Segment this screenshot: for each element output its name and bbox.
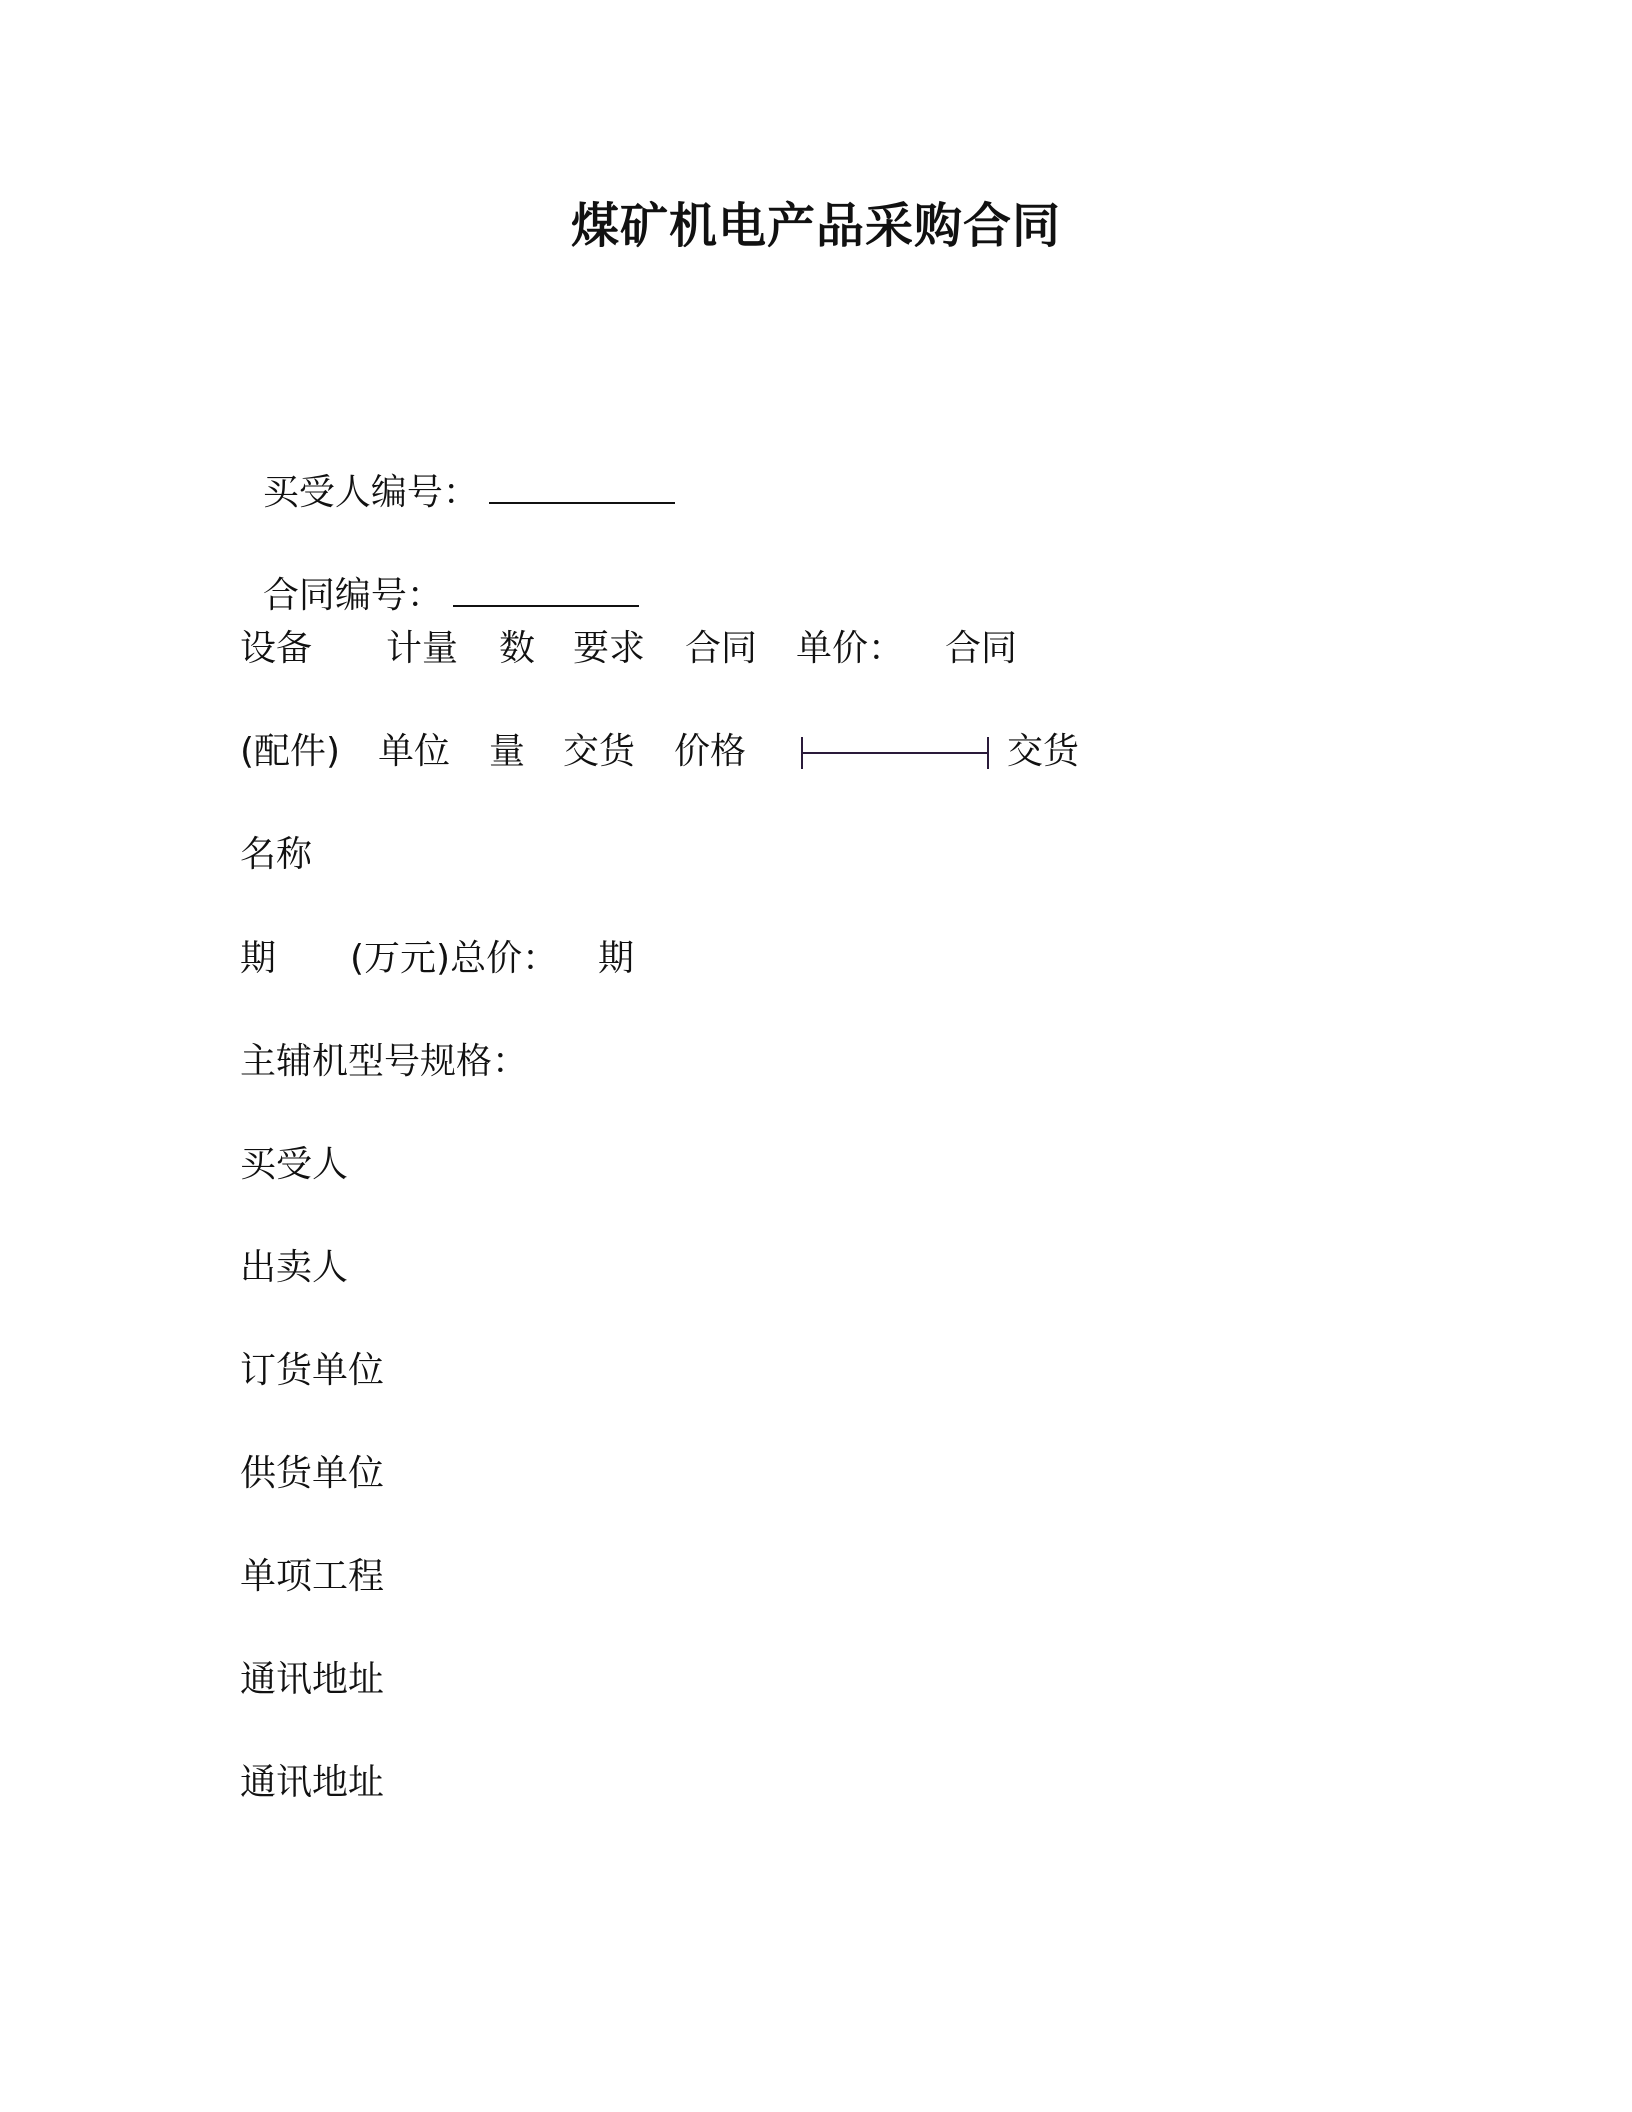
- contract-number-label: 合同编号：: [262, 575, 443, 616]
- buyer-number-label: 买受人编号：: [262, 472, 479, 513]
- seller-label: 出卖人: [240, 1247, 349, 1288]
- buyer-label: 买受人: [240, 1144, 349, 1185]
- header-price: 价格: [674, 731, 747, 772]
- header-quantity-part1: 数: [499, 628, 536, 669]
- single-project-label: 单项工程: [240, 1556, 385, 1597]
- address-label-2: 通讯地址: [240, 1762, 385, 1803]
- main-aux-spec-label: 主辅机型号规格：: [240, 1041, 529, 1082]
- header-parts: (配件): [240, 731, 341, 772]
- contract-number-field: [240, 521, 639, 621]
- header-measure: 计量: [386, 628, 459, 669]
- header-name: 名称: [240, 834, 313, 875]
- header-unit: 单位: [378, 731, 451, 772]
- header-period: 期: [240, 938, 277, 979]
- header-delivery-2: 交货: [1007, 731, 1080, 772]
- header-total-price: (万元)总价：: [350, 938, 559, 979]
- header-delivery: 交货: [563, 731, 636, 772]
- header-contract: 合同: [685, 628, 758, 669]
- supply-unit-label: 供货单位: [240, 1453, 385, 1494]
- header-equipment: 设备: [240, 628, 313, 669]
- address-label-1: 通讯地址: [240, 1659, 385, 1700]
- header-required: 要求: [573, 628, 646, 669]
- contract-number-blank[interactable]: [453, 575, 639, 607]
- buyer-number-field: [240, 418, 675, 518]
- page-title: 煤矿机电产品采购合同: [570, 198, 1061, 254]
- header-quantity-part2: 量: [489, 731, 526, 772]
- buyer-number-blank[interactable]: [489, 472, 675, 504]
- header-contract-2: 合同: [945, 628, 1018, 669]
- header-period-2: 期: [598, 938, 635, 979]
- bracket-divider-line: [800, 735, 990, 771]
- order-unit-label: 订货单位: [240, 1350, 385, 1391]
- header-unit-price: 单价：: [796, 628, 905, 669]
